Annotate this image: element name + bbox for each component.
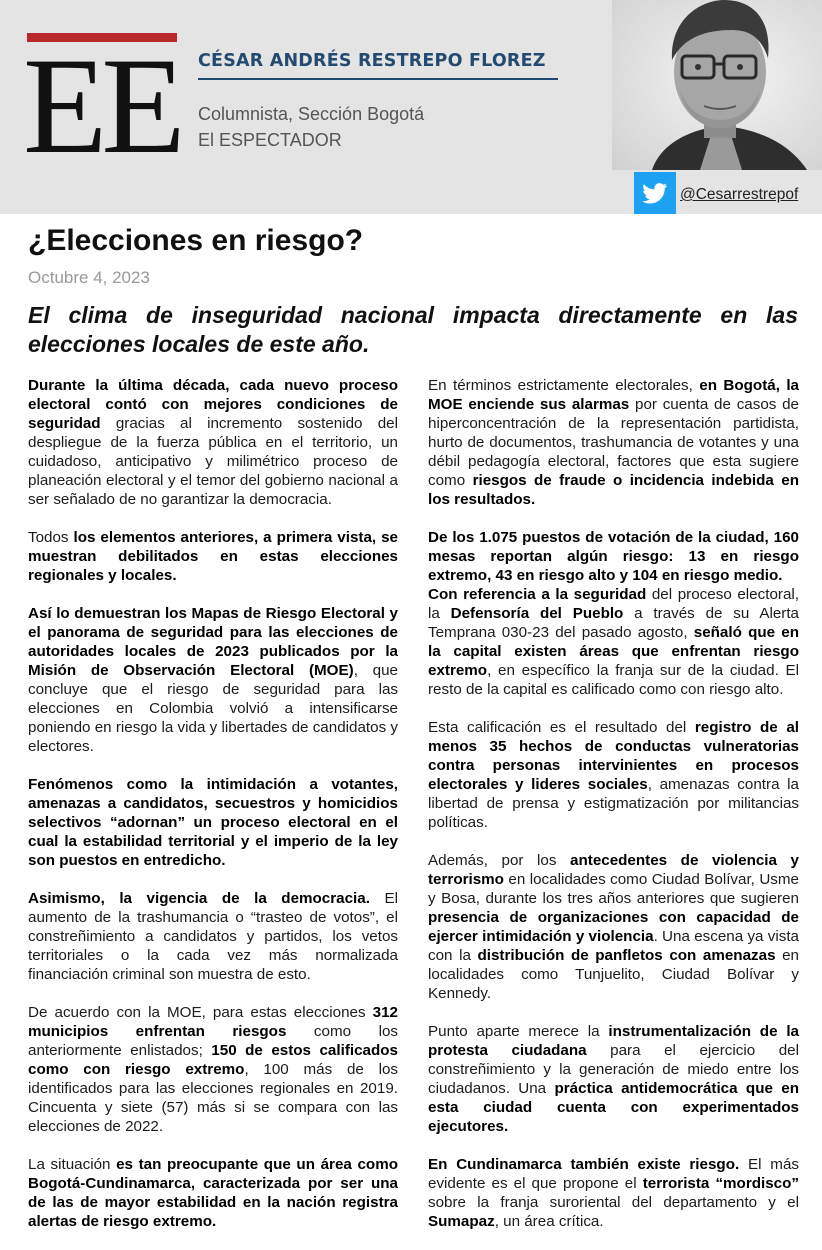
bold-text: es tan preocupante que un área como Bogotá-Cundinamarca, caracterizada por ser una de las de mayor estabilidad en la nación registra alertas de riesgo extremo. xyxy=(28,1156,398,1230)
body-text: en localidades como Tunjuelito, Ciudad Bolívar y Kennedy. xyxy=(428,947,800,1002)
paragraph xyxy=(28,1003,398,1136)
bold-text: 312 municipios enfrentan riesgos xyxy=(28,1004,398,1040)
body-text: , que concluye que el riesgo de seguridad para las elecciones en Colombia volvió a intensificarse poniendo en riesgo la vida y libertades de candidatos y electores. xyxy=(28,662,398,755)
bold-text: Durante la última década, cada nuevo proceso electoral contó con mejores condiciones de seguridad xyxy=(28,377,398,432)
body-text: sobre la franja suroriental del departamento y el xyxy=(428,1194,799,1211)
paragraph xyxy=(428,528,799,585)
article-title: ¿Elecciones en riesgo? xyxy=(28,224,364,257)
bold-text: 150 de estos calificados como con riesgo extremo xyxy=(28,1042,398,1078)
bold-text: Sumapaz xyxy=(428,1213,495,1230)
body-text: , 100 más de los identificados para las elecciones regionales en 2019. Cincuenta y siete (57) más si se compara con las elecciones de 2022. xyxy=(28,1061,398,1135)
paragraph xyxy=(28,604,398,756)
body-text: Todos xyxy=(28,529,74,546)
paragraph xyxy=(428,1155,799,1231)
bold-text: distribución de panfletos con amenazas xyxy=(477,947,776,964)
paragraph xyxy=(428,851,799,1003)
paragraph xyxy=(28,528,398,585)
paragraph xyxy=(428,1022,799,1136)
author-name: CÉSAR ANDRÉS RESTREPO FLOREZ xyxy=(198,51,546,71)
body-text: por cuenta de casos de hiperconcentración de la representación partidista, hurto de documentos, trashumancia de votantes y una débil pedagogía electoral, factores que esta sugiere como xyxy=(428,396,800,489)
bold-text: señaló que en la capital existen áreas que enfrentan riesgo extremo xyxy=(428,624,799,679)
bold-text: en Bogotá, la MOE enciende sus alarmas xyxy=(428,377,799,413)
logo-letters: EE xyxy=(23,29,180,182)
body-text: en localidades como Ciudad Bolívar, Usme y Bosa, durante los tres años anteriores que sugieren xyxy=(428,871,799,907)
twitter-handle-link[interactable]: @Cesarrestrepof xyxy=(680,186,799,203)
paragraph xyxy=(428,585,799,699)
paragraph xyxy=(28,775,398,870)
bold-text: Con referencia a la seguridad xyxy=(428,586,647,603)
bold-text: Defensoría del Pueblo xyxy=(450,605,624,622)
body-text: Esta calificación es el resultado del xyxy=(428,719,695,736)
author-role: Columnista, Sección Bogotá xyxy=(198,104,425,124)
header-banner xyxy=(0,0,822,214)
body-text: Además, por los xyxy=(428,852,571,869)
body-text: , amenazas contra la libertad de prensa y estigmatización por militancias políticas. xyxy=(428,776,799,831)
paragraph xyxy=(28,889,398,984)
author-portrait xyxy=(612,0,822,170)
bold-text: Fenómenos como la intimidación a votantes, amenazas a candidatos, secuestros y homicidios selectivos “adornan” un proceso electoral en el cual la estabilidad territorial y el imperio de la ley son puestos en entredicho. xyxy=(28,776,398,869)
body-text: , un área crítica. xyxy=(494,1213,604,1230)
body-text: gracias al incremento sostenido del despliegue de la fuerza pública en el territorio, un cuidadoso, anticipativo y milimétrico proceso de planeación electoral y el temor del gobierno nacional a ser señalado de no garantizar la democracia. xyxy=(28,415,398,508)
body-text: De acuerdo con la MOE, para estas elecciones xyxy=(28,1004,373,1021)
bold-text: De los 1.075 puestos de votación de la ciudad, 160 mesas reportan algún riesgo: 13 en riesgo extremo, 43 en riesgo alto y 104 en riesgo medio. xyxy=(428,529,799,584)
bold-text: terrorista “mordisco” xyxy=(642,1175,799,1192)
body-text: . Una escena ya vista con la xyxy=(428,928,800,964)
paragraph xyxy=(28,376,398,509)
bold-text: práctica antidemocrática que en esta ciudad cuenta con experimentados ejecutores. xyxy=(428,1080,799,1135)
body-text: Punto aparte merece la xyxy=(428,1023,609,1040)
paragraph xyxy=(428,376,799,509)
left-column xyxy=(28,376,398,1250)
article-date: Octubre 4, 2023 xyxy=(28,268,150,287)
bold-text: Así lo demuestran los Mapas de Riesgo Electoral y el panorama de seguridad para las elecciones de autoridades locales de 2023 publicados por la Misión de Observación Electoral (MOE) xyxy=(28,605,398,679)
twitter-icon[interactable] xyxy=(634,172,676,214)
bold-text: En Cundinamarca también existe riesgo. xyxy=(428,1156,740,1173)
body-text: El más evidente es el que propone el xyxy=(428,1156,799,1192)
body-text: del proceso electoral, la xyxy=(428,586,799,622)
bold-text: instrumentalización de la protesta ciudadana xyxy=(428,1023,799,1059)
paragraph xyxy=(428,718,799,832)
body-text: , en específico la franja sur de la ciudad. El resto de la capital es calificado como con riesgo alto. xyxy=(428,662,799,698)
author-newspaper: El ESPECTADOR xyxy=(198,130,342,150)
bold-text: registro de al menos 35 hechos de conductas vulneratorias contra personas intervinientes en procesos electorales y lideres sociales xyxy=(428,719,799,793)
el-espectador-logo xyxy=(23,29,180,183)
article-subtitle: El clima de inseguridad nacional impacta directamente en las elecciones locales de este año. xyxy=(28,302,798,357)
bold-text: los elementos anteriores, a primera vista, se muestran debilitados en estas elecciones regionales y locales. xyxy=(28,529,399,584)
right-column xyxy=(428,376,799,1250)
body-text: como los anteriormente enlistados; xyxy=(28,1023,398,1059)
body-text: a través de su Alerta Temprana 030-23 del pasado agosto, xyxy=(428,605,799,641)
author-name-underline xyxy=(198,78,558,80)
bold-text: antecedentes de violencia y terrorismo xyxy=(428,852,799,888)
bold-text: Asimismo, la vigencia de la democracia. xyxy=(28,890,370,907)
paragraph xyxy=(28,1155,398,1231)
bold-text: presencia de organizaciones con capacidad de ejercer intimidación y violencia xyxy=(428,909,799,945)
body-text: El aumento de la trashumancia o “trasteo de votos”, el constreñimiento a candidatos y partidos, los vetos territoriales o la cada vez más normalizada financiación criminal son muestra de esto. xyxy=(28,890,398,983)
bold-text: riesgos de fraude o incidencia indebida en los resultados. xyxy=(428,472,800,508)
body-text: para el ejercicio del constreñimiento y la generación de miedo entre los ciudadanos. Una xyxy=(428,1042,799,1097)
body-text: La situación xyxy=(28,1156,117,1173)
body-text: En términos estrictamente electorales, xyxy=(428,377,700,394)
